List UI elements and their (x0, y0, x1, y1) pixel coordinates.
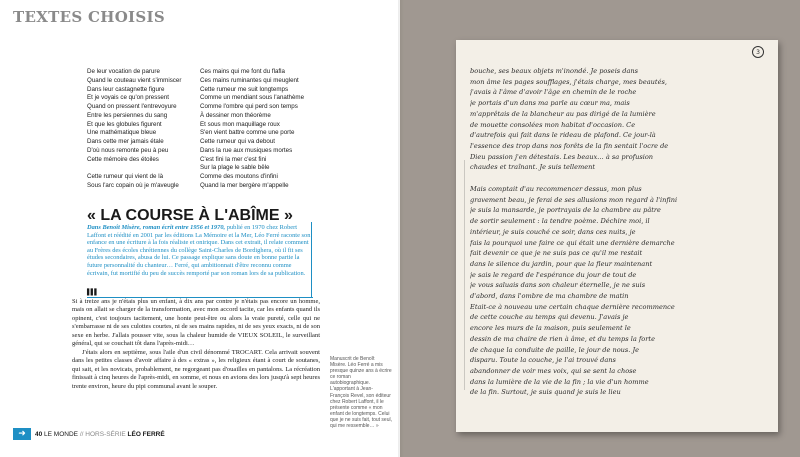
poem-line: Ces mains qui me font du flafla (200, 68, 285, 75)
series-name: HORS-SÉRIE (85, 430, 126, 438)
manuscript-line: disparu. Toute la couche, je l'ai trouvé dans (470, 356, 616, 365)
magazine-name: LE MONDE (44, 430, 78, 438)
manuscript-line: m'apprêtais de la blancheur au pas dirigé de la lumière (470, 109, 656, 118)
poem-line: Dans leur castagnette figure (87, 85, 165, 93)
poem-line: À dessiner mon théorème (200, 111, 271, 119)
poem-line: De leur vocation de parure (87, 68, 160, 75)
manuscript-line: j'avais à l'âme d'avoir l'âge en chemin de le roche (470, 88, 637, 97)
intro-bars-icon: ▌▌▌ (87, 289, 98, 296)
manuscript-gap (470, 173, 770, 184)
poem-left-column (87, 68, 195, 191)
manuscript-image (456, 40, 778, 432)
manuscript-margin (464, 160, 465, 390)
subject-name: LÉO FERRÉ (127, 430, 165, 438)
poem-line: Quand le couteau vient s'immiscer (87, 76, 182, 84)
poem-line: Sous l'arc copain où je m'aveugle (87, 181, 179, 189)
manuscript-line: chaudes et traînant. Je suis tellement (470, 163, 596, 172)
poem-line: Dans cette mer jamais étale (87, 138, 164, 145)
manuscript-line: de cette couche au temps qui devenu. J'avais je (470, 313, 629, 322)
manuscript-line: Dieu passion j'en détestais. Les beaux… à sa profusion (470, 152, 654, 161)
poem-line: Dans la rue aux musiques mortes (200, 146, 293, 154)
intro-text: publié en 1970 chez Robert Laffont et réédité en 2001 par les éditions La Mémoire et la Mer, Léo Ferré raconte son enfance en une écriture à la fois réaliste et onirique. Dans cet extrait, il relate comment au Frères des écoles chrétiennes du collège Saint-Charles de Bordighera, où il fit ses études secondaires, abusa de lui. Ce passage explique sans doute en bonne partie la future personnalité du chanteur… Ferré, qui ambitionnait d'être reconnu comme écrivain, fut mortifié du peu de succès remporté par son roman lors de sa publication. (87, 224, 311, 277)
page-gutter (398, 0, 404, 457)
section-title: TEXTES CHOISIS (13, 8, 165, 26)
manuscript-line: dans la lumière de la vie de la fin ; la vie d'un homme (470, 377, 649, 386)
poem-line: Sur la plage le sable bêle (200, 164, 270, 172)
poem-line: Comme un mendiant sous l'anathème (200, 94, 305, 102)
poem-line: Cette rumeur qui vient de là (87, 173, 164, 180)
manuscript-line: d'autrefois qui fait dans le rideau de plafond. Ce jour-là (470, 131, 656, 140)
poem-line: Cette mémoire des étoiles (87, 155, 159, 163)
poem-line: Une mathématique bleue (87, 129, 157, 137)
manuscript-line: Etait-ce à nouveau une certain chaque dernière recommence (470, 302, 675, 311)
poem-line: Ces mains ruminantes qui meuglent (200, 76, 299, 84)
manuscript-line: je portais d'un dans ma parle au cœur ma, mais (470, 99, 630, 108)
footer-text (35, 431, 165, 438)
manuscript-line: fais la pourquoi une faire ce qui était une dernière demarche (470, 238, 675, 247)
intro-vertical-rule (311, 222, 312, 298)
manuscript-line: de sortir seulement : la tendre poème. Déchire moi, il (470, 217, 650, 226)
article-body (72, 298, 320, 391)
article-title: « LA COURSE À L'ABÎME » (87, 207, 293, 224)
manuscript-line: je suis la mansarde, je portrayais de la chambre au pâtre (470, 206, 661, 215)
poem-line: C'est fini la mer c'est fini (200, 155, 267, 163)
poem-line: Cette rumeur me suit longtemps (200, 85, 289, 93)
poem-line: Quand la mer bergère m'appelle (200, 181, 289, 189)
poem-line: Et sous mon maquillage roux (200, 120, 280, 128)
poem-right-column (200, 68, 320, 191)
manuscript-line: mon âme les pages soufflages, j'étais charge, mes beautés, (470, 77, 667, 86)
manuscript-line: d'abord, dans l'ombre de ma chambre de matin (470, 292, 629, 301)
manuscript-line: encore les murs de la maison, puis seulement le (470, 324, 631, 333)
page-number: 40 (35, 430, 43, 438)
manuscript-line: intérieur, je suis couché ce soir, dans ces nuits, je (470, 227, 636, 236)
poem-line: S'en vient battre comme une porte (200, 129, 295, 137)
manuscript-line: bouche, ses beaux objets m'inondé. Je poseis dans (470, 67, 639, 75)
poem-line: Comme l'ombre qui perd son temps (200, 103, 298, 110)
manuscript-line: abandonner de voir mes voix, qui se sent la chose (470, 366, 637, 375)
manuscript-line: gravement beau, je ferai de ses allusions mon regard à l'infini (470, 195, 678, 204)
poem-line: D'où nous remonte peu à peu (87, 146, 169, 154)
manuscript-line: l'essence des trop dans nos forêts de la fin sentait l'ocre de (470, 141, 669, 150)
intro-lead: Dans Benoît Misère, roman écrit entre 1956 et 1970, (87, 224, 226, 231)
page-footer (13, 428, 165, 440)
poem-line: Quand on pressent l'entrevoyure (87, 103, 177, 110)
manuscript-line: Mais comptait d'au recommencer dessus, mon plus (470, 185, 642, 194)
article-intro (87, 224, 311, 277)
manuscript-line: dans le silence du jardin, pour que la fleur maintenant (470, 259, 653, 268)
poem-line: Entre les persiennes du sang (87, 111, 168, 119)
manuscript-line: fait devenir ce que je ne suis pas ce qu'il me restait (470, 249, 643, 258)
footer-separator: // (79, 430, 84, 438)
manuscript-page-number: 3 (752, 46, 764, 58)
poem-line: Et que les globules figurent (87, 120, 162, 128)
manuscript-text (470, 66, 770, 398)
manuscript-line: je sais le regard de l'espérance du jour de tout de (470, 270, 637, 279)
manuscript-line: de chaque la conduite de paille, le jour de nous. Je (470, 345, 640, 354)
arrow-right-icon: ➜ (13, 428, 31, 440)
poem-line: Et je voyais ce qu'on pressent (87, 94, 170, 102)
body-paragraph: Si à treize ans je n'étais plus un enfant, à dix ans par contre je n'étais pas encore un homme, mais on allait se charger de la transformation, avec mon accord tacite, car les enfants quand ils opinent, c'est toujours tacitement, une honte peut-être ou alors la vraie pureté, celle qui ne s'embarrasse ni de ses culottes courtes, ni de ses mains rapides, ni de ses yeux exacts, ni de son sexe en herbe. J'allais pousser vite, sous la chaleur humide de VIEUX SOLEIL, le surveillant général, qui se couchait tôt dans l'après-midi… (72, 298, 320, 348)
poem-line: Comme des moutons d'infini (200, 173, 278, 180)
stanza-break (87, 164, 195, 173)
body-paragraph: J'étais alors en septième, sous l'aile d'un civil dénommé TROCART. Cela arrivait souvent dans les petites classes d'avoir affaire à des « extras », les religieux étant à court de soutanes, qui sait, et les novicats, probablement, ne regorgeant pas d'ouailles en pantalons. La récréation finissait à cinq heures de l'après-midi, en somme, et nous en avions des lors jusqu'à sept heures trente environ, heure du pipi communal avant le souper. (72, 348, 320, 390)
manuscript-caption: Manuscrit de Benoît Misère. Léo Ferré a mis presque quinze ans à écrire ce roman autobiographique. L'apportant à Jean-François Revel, son éditeur chez Robert Laffont, il le présente comme « mon enfant de longtemps. Celui que je ne suis fait, tout seul, qui me ressemble… » (330, 356, 392, 430)
manuscript-line: dessin de ma chaire de rien à âme, et du temps la forte (470, 334, 655, 343)
manuscript-line: de mouette consolées mon habitat d'occasion. Ce (470, 120, 636, 129)
manuscript-line: je vous saluais dans son chaleur éternelle, je ne suis (470, 281, 646, 290)
poem-line: Cette rumeur qui va debout (200, 138, 275, 145)
manuscript-line: de la fin. Surtout, je suis quand je suis le lieu (470, 388, 621, 397)
